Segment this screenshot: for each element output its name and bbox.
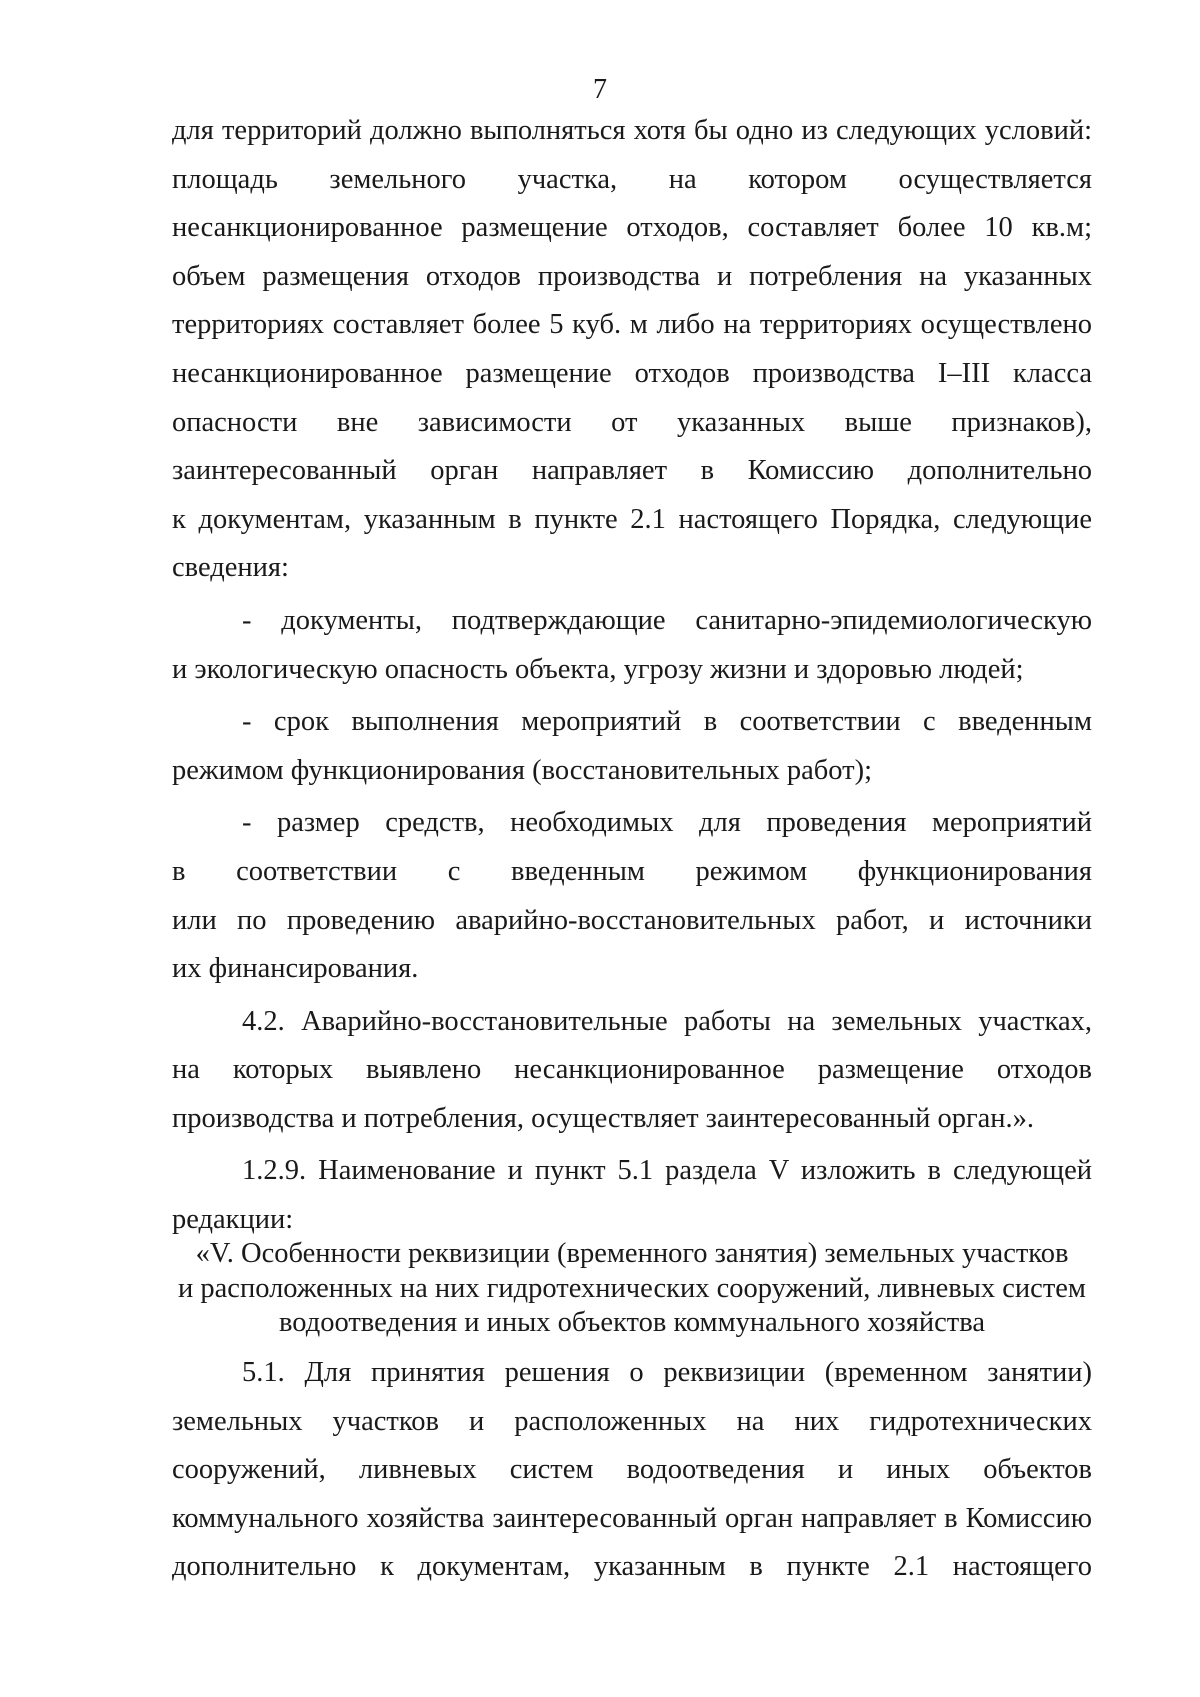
text-line: опасности вне зависимости от указанных выше признаков), [172,406,1092,438]
paragraph-line: 5.1. Для принятия решения о реквизиции (временном занятии) [242,1357,1092,1388]
paragraph-line: 1.2.9. Наименование и пункт 5.1 раздела V изложить в следующей [242,1155,1092,1187]
list-item-line: в соответствии с введенным режимом функционирования [172,855,1092,887]
text-line: площадь земельного участка, на котором осуществляется [172,163,1092,195]
heading-line: водоотведения и иных объектов коммунального хозяйства [279,1307,985,1338]
page-number: 7 [593,74,607,105]
heading-line: и расположенных на них гидротехнических сооружений, ливневых систем [178,1272,1086,1304]
list-item-line: их финансирования. [172,953,419,985]
text-line: для территорий должно выполняться хотя бы одно из следующих условий: [172,115,1092,146]
text-line: сведения: [172,552,289,584]
body-text-top [172,107,1092,1245]
list-item-line: - размер средств, необходимых для проведения мероприятий [242,807,1092,839]
paragraph-line: 4.2. Аварийно-восстановительные работы на земельных участках, [242,1005,1092,1037]
text-line: территориях составляет более 5 куб. м либо на территориях осуществлено [172,309,1092,341]
paragraph-line: редакции: [172,1204,294,1236]
paragraph-line: земельных участков и расположенных на них гидротехнических [172,1405,1092,1437]
text-line: к документам, указанным в пункте 2.1 настоящего Порядка, следующие [172,503,1092,535]
list-item-line: - срок выполнения мероприятий в соответствии с введенным [242,706,1092,738]
heading-line: «V. Особенности реквизиции (временного занятия) земельных участков [195,1238,1069,1269]
text-line: несанкционированное размещение отходов, составляет более 10 кв.м; [172,212,1092,244]
paragraph-line: коммунального хозяйства заинтересованный орган направляет в Комиссию [172,1502,1092,1534]
list-item-line: - документы, подтверждающие санитарно-эпидемиологическую [242,604,1092,636]
body-text-bottom [172,1349,1092,1592]
paragraph-line: дополнительно к документам, указанным в пункте 2.1 настоящего [172,1551,1092,1583]
text-line: заинтересованный орган направляет в Комиссию дополнительно [172,455,1092,487]
list-item-line: режимом функционирования (восстановительных работ); [172,754,872,786]
text-line: объем размещения отходов производства и потребления на указанных [172,260,1092,292]
paragraph-line: производства и потребления, осуществляет заинтересованный орган.». [172,1102,1035,1134]
paragraph-line: на которых выявлено несанкционированное размещение отходов [172,1054,1092,1086]
section-heading [172,1237,1092,1341]
paragraph-line: сооружений, ливневых систем водоотведения и иных объектов [172,1454,1092,1486]
list-item-line: и экологическую опасность объекта, угрозу жизни и здоровью людей; [172,653,1024,685]
text-line: несанкционированное размещение отходов производства I–III класса [172,357,1092,389]
list-item-line: или по проведению аварийно-восстановительных работ, и источники [172,904,1092,936]
